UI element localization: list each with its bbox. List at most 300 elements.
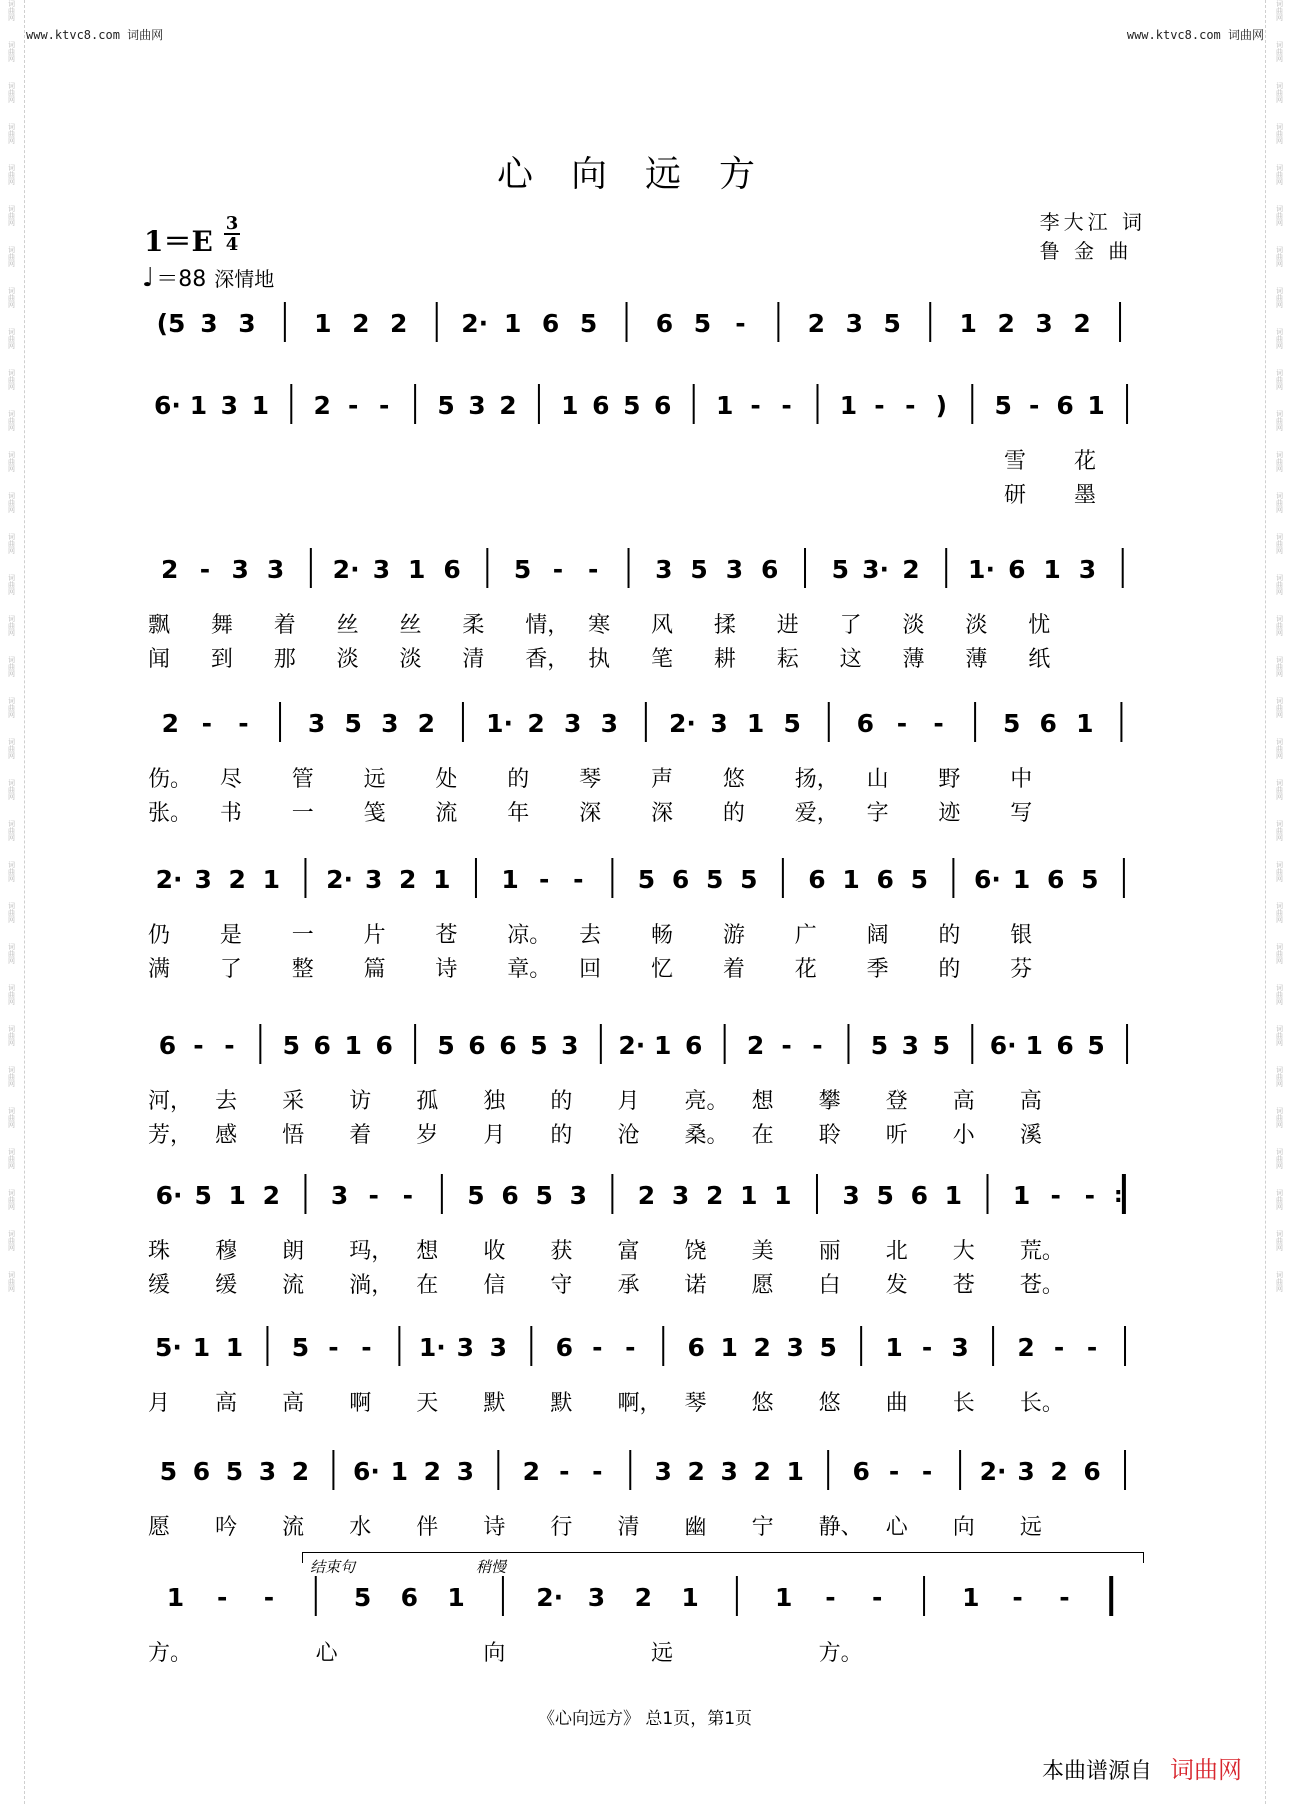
note-symbol: 3 bbox=[330, 1181, 349, 1210]
note-symbol: 1 bbox=[314, 309, 332, 338]
note-symbol: 3· bbox=[862, 555, 890, 584]
lyric-syllable: 仍 bbox=[148, 923, 171, 948]
note-symbol: 2 bbox=[997, 309, 1015, 338]
lyric-syllable: 想 bbox=[751, 1089, 774, 1114]
note-symbol: 5 bbox=[225, 1457, 244, 1486]
note-symbol: - bbox=[538, 865, 550, 894]
note-symbol: 1 bbox=[251, 391, 270, 420]
note-symbol: 3 bbox=[600, 709, 618, 738]
note-symbol: 3 bbox=[468, 391, 486, 420]
side-watermark-text: 词曲网 bbox=[7, 0, 16, 21]
lyric-syllable: 畅 bbox=[651, 923, 674, 948]
note-symbol: 3 bbox=[238, 309, 256, 338]
note-symbol: - bbox=[1053, 1333, 1065, 1362]
note-symbol: - bbox=[874, 391, 885, 420]
note-symbol: 5 bbox=[623, 391, 641, 420]
lyric-syllable: 广 bbox=[794, 923, 817, 948]
side-watermark-text: 词曲网 bbox=[7, 779, 16, 800]
side-watermark-text: 词曲网 bbox=[1275, 820, 1284, 841]
lyric-syllable: 满 bbox=[148, 957, 171, 982]
side-watermark-text: 词曲网 bbox=[1275, 697, 1284, 718]
ending-bracket bbox=[302, 1552, 1144, 1563]
note-symbol: 1 bbox=[740, 1181, 758, 1210]
note-symbol: 6 bbox=[684, 1031, 703, 1060]
note-symbol: - bbox=[921, 1457, 933, 1486]
note-symbol: - bbox=[1086, 1333, 1098, 1362]
note-symbol: 5 bbox=[740, 865, 758, 894]
side-watermark-text: 词曲网 bbox=[7, 123, 16, 144]
lyric-syllable: 笔 bbox=[651, 647, 674, 672]
note-symbol: 6 bbox=[375, 1031, 393, 1060]
note-symbol: 5 bbox=[819, 1333, 837, 1362]
note-symbol: - bbox=[872, 1583, 883, 1612]
note-symbol: 6· bbox=[155, 1181, 183, 1210]
lyric-syllable: 富 bbox=[617, 1239, 640, 1264]
lyric-syllable: 在 bbox=[751, 1123, 774, 1148]
ending-label: 结束句 bbox=[310, 1558, 356, 1576]
note-symbol: 1 bbox=[1012, 865, 1031, 894]
lyric-syllable: 薄 bbox=[902, 647, 925, 672]
left-dashed-border bbox=[24, 0, 25, 1804]
note-symbol: - bbox=[573, 865, 584, 894]
lyric-syllable: 听 bbox=[885, 1123, 908, 1148]
note-symbol: 6 bbox=[671, 865, 690, 894]
lyric-syllable: 的 bbox=[938, 957, 961, 982]
side-watermark-text: 词曲网 bbox=[1275, 1230, 1284, 1251]
note-symbol: 5 bbox=[932, 1031, 951, 1060]
note-symbol: 3 bbox=[561, 1031, 579, 1060]
lyric-syllable: 流 bbox=[282, 1515, 305, 1540]
note-symbol: 2 bbox=[753, 1333, 771, 1362]
side-watermark-text: 词曲网 bbox=[1275, 205, 1284, 226]
note-symbol: - bbox=[378, 391, 390, 420]
note-symbol: - bbox=[905, 391, 916, 420]
note-symbol: 6 bbox=[443, 555, 461, 584]
lyric-syllable: 情， bbox=[525, 613, 570, 638]
staff-row bbox=[144, 856, 1150, 906]
note-symbol: - bbox=[328, 1333, 339, 1362]
lyric-syllable: 深 bbox=[579, 801, 602, 826]
lyric-syllable: 清 bbox=[617, 1515, 640, 1540]
side-watermark-text: 词曲网 bbox=[1275, 164, 1284, 185]
lyric-syllable: 愿 bbox=[751, 1273, 774, 1298]
lyric-syllable: 承 bbox=[617, 1273, 640, 1298]
lyric-syllable: 河， bbox=[148, 1089, 193, 1114]
lyric-line bbox=[144, 918, 1150, 948]
staff-row-svg bbox=[144, 382, 1150, 432]
note-symbol: 6 bbox=[1039, 709, 1057, 738]
lyric-syllable: 方。 bbox=[818, 1641, 863, 1666]
note-symbol: 2 bbox=[1050, 1457, 1068, 1486]
note-symbol: - bbox=[592, 1457, 603, 1486]
lyric-syllable: 朗 bbox=[282, 1239, 305, 1264]
side-watermark-text: 词曲网 bbox=[7, 82, 16, 103]
note-symbol: 1 bbox=[447, 1583, 465, 1612]
song-title: 心向远方 bbox=[496, 154, 793, 195]
lyric-syllable: 珠 bbox=[148, 1239, 171, 1264]
side-watermark-text: 词曲网 bbox=[7, 369, 16, 390]
side-watermark-text: 词曲网 bbox=[1275, 451, 1284, 472]
staff-row-svg bbox=[144, 1324, 1150, 1374]
lyric-syllable: 月 bbox=[148, 1391, 171, 1416]
lyric-syllable: 默 bbox=[483, 1391, 506, 1416]
note-symbol: 6 bbox=[655, 309, 674, 338]
side-watermark-text: 词曲网 bbox=[1275, 943, 1284, 964]
note-symbol: 1 bbox=[501, 865, 519, 894]
staff-row bbox=[144, 546, 1150, 596]
note-symbol: 2 bbox=[527, 709, 545, 738]
note-symbol: 6 bbox=[856, 709, 875, 738]
staff-row bbox=[144, 700, 1150, 750]
side-watermark-text: 词曲网 bbox=[1275, 246, 1284, 267]
key-signature: 1＝E bbox=[144, 225, 213, 258]
note-symbol: - bbox=[1050, 1181, 1061, 1210]
lyric-syllable: 处 bbox=[435, 767, 458, 792]
note-symbol: 3 bbox=[671, 1181, 690, 1210]
lyric-syllable: 尽 bbox=[219, 767, 242, 792]
note-symbol: - bbox=[199, 555, 211, 584]
lyric-syllable: 苍。 bbox=[1019, 1273, 1064, 1298]
note-symbol: - bbox=[588, 555, 599, 584]
side-watermark-text: 词曲网 bbox=[1275, 123, 1284, 144]
note-symbol: - bbox=[1084, 1181, 1095, 1210]
note-symbol: 5 bbox=[159, 1457, 178, 1486]
note-symbol: 1 bbox=[962, 1583, 980, 1612]
tempo-marking bbox=[142, 262, 274, 293]
lyric-syllable: 的 bbox=[722, 801, 745, 826]
lyric-syllable: 那 bbox=[273, 647, 296, 672]
side-watermark-text: 词曲网 bbox=[7, 697, 16, 718]
slower-label: 稍慢 bbox=[476, 1558, 507, 1576]
note-symbol: 1 bbox=[503, 309, 522, 338]
lyric-syllable: 曲 bbox=[885, 1391, 908, 1416]
note-symbol: 5 bbox=[1087, 1031, 1105, 1060]
note-symbol: - bbox=[559, 1457, 570, 1486]
lyric-syllable: 丽 bbox=[818, 1239, 841, 1264]
lyric-syllable: 忆 bbox=[651, 957, 674, 982]
note-symbol: 2 bbox=[161, 709, 179, 738]
note-symbol: 1 bbox=[1076, 709, 1094, 738]
note-symbol: 3 bbox=[307, 709, 326, 738]
lyric-syllable: 淡 bbox=[336, 647, 359, 672]
note-symbol: 3 bbox=[200, 309, 218, 338]
note-symbol: 6 bbox=[158, 1031, 177, 1060]
lyric-syllable: 纸 bbox=[1028, 647, 1051, 672]
lyric-line bbox=[144, 642, 1150, 672]
time-signature bbox=[224, 214, 240, 254]
staff-row bbox=[144, 382, 1150, 432]
note-symbol: 2· bbox=[668, 709, 696, 738]
side-watermark-text: 词曲网 bbox=[7, 328, 16, 349]
expression-mark: 深情地 bbox=[214, 267, 275, 291]
note-symbol: 2 bbox=[423, 1457, 442, 1486]
lyric-syllable: 独 bbox=[483, 1089, 506, 1114]
lyric-syllable: 中 bbox=[1010, 767, 1033, 792]
note-symbol: 5 bbox=[883, 309, 901, 338]
lyric-syllable: 心 bbox=[315, 1641, 338, 1666]
lyric-syllable: 张。 bbox=[148, 801, 193, 826]
side-watermark-text: 词曲网 bbox=[7, 574, 16, 595]
side-watermark-text: 词曲网 bbox=[1275, 1148, 1284, 1169]
note-symbol: 6· bbox=[352, 1457, 380, 1486]
lyric-syllable: 忧 bbox=[1028, 613, 1051, 638]
note-symbol: 2 bbox=[637, 1181, 656, 1210]
note-symbol: 3 bbox=[231, 555, 249, 584]
lyric-line bbox=[144, 952, 1150, 982]
note-symbol: - bbox=[592, 1333, 603, 1362]
side-watermark-text: 词曲网 bbox=[1275, 82, 1284, 103]
staff-row bbox=[144, 1574, 1150, 1624]
note-symbol: 2· bbox=[618, 1031, 646, 1060]
note-symbol: 1· bbox=[968, 555, 995, 584]
lyric-syllable: 伴 bbox=[416, 1515, 439, 1540]
lyric-syllable: 苍 bbox=[435, 923, 458, 948]
note-symbol: (5 bbox=[156, 309, 186, 338]
note-symbol: 5 bbox=[530, 1031, 548, 1060]
lyric-syllable: 的 bbox=[507, 767, 530, 792]
lyric-syllable: 愿 bbox=[148, 1515, 171, 1540]
lyric-syllable: 守 bbox=[550, 1273, 573, 1298]
note-symbol: - bbox=[216, 1583, 228, 1612]
note-symbol: 2 bbox=[705, 1181, 724, 1210]
note-symbol: - bbox=[201, 709, 213, 738]
side-watermark-text: 词曲网 bbox=[1275, 1066, 1284, 1087]
note-symbol: 3 bbox=[258, 1457, 277, 1486]
note-symbol: - bbox=[933, 709, 944, 738]
staff-row-svg bbox=[144, 1448, 1150, 1498]
lyric-syllable: 去 bbox=[579, 923, 602, 948]
note-symbol: 3 bbox=[456, 1457, 475, 1486]
lyric-syllable: 着 bbox=[722, 957, 745, 982]
note-symbol: 6 bbox=[555, 1333, 573, 1362]
note-symbol: 6 bbox=[592, 391, 610, 420]
lyric-syllable: 丝 bbox=[399, 613, 422, 638]
note-symbol: 2 bbox=[807, 309, 826, 338]
lyric-syllable: 访 bbox=[349, 1089, 372, 1114]
side-watermark-text: 词曲网 bbox=[1275, 615, 1284, 636]
side-watermark-text: 词曲网 bbox=[1275, 287, 1284, 308]
note-symbol: 3 bbox=[456, 1333, 475, 1362]
note-symbol: - bbox=[348, 391, 359, 420]
note-symbol: 5 bbox=[513, 555, 532, 584]
lyricist-credit: 李大江 词 bbox=[1039, 210, 1146, 234]
note-symbol: 1· bbox=[418, 1333, 446, 1362]
lyric-syllable: 写 bbox=[1010, 801, 1033, 826]
lyric-syllable: 着 bbox=[273, 613, 296, 638]
staff-row-svg bbox=[144, 546, 1150, 596]
note-symbol: 1 bbox=[1025, 1031, 1043, 1060]
lyric-syllable: 天 bbox=[416, 1391, 439, 1416]
lyric-syllable: 回 bbox=[579, 957, 602, 982]
note-symbol: 1 bbox=[228, 1181, 246, 1210]
note-symbol: 3 bbox=[1017, 1457, 1035, 1486]
note-symbol: 1 bbox=[842, 865, 860, 894]
lyric-line bbox=[144, 1118, 1150, 1148]
note-symbol: 6 bbox=[400, 1583, 419, 1612]
lyric-syllable: 幽 bbox=[684, 1515, 707, 1540]
note-symbol: - bbox=[750, 391, 761, 420]
lyric-syllable: 伤。 bbox=[148, 767, 193, 792]
side-watermark-text: 词曲网 bbox=[1275, 1189, 1284, 1210]
note-symbol: 1 bbox=[408, 555, 426, 584]
note-symbol: 6 bbox=[1046, 865, 1065, 894]
note-symbol: 3 bbox=[381, 709, 399, 738]
lyric-syllable: 飘 bbox=[148, 613, 171, 638]
side-watermark-text: 词曲网 bbox=[1275, 738, 1284, 759]
note-symbol: 5 bbox=[693, 309, 712, 338]
side-watermark-text: 词曲网 bbox=[7, 1107, 16, 1128]
time-signature-top: 3 bbox=[225, 213, 239, 234]
note-symbol: 2 bbox=[1073, 309, 1091, 338]
lyric-syllable: 诺 bbox=[684, 1273, 707, 1298]
lyric-syllable: 聆 bbox=[818, 1123, 841, 1148]
lyric-syllable: 了 bbox=[219, 957, 242, 982]
lyric-syllable: 默 bbox=[550, 1391, 573, 1416]
note-symbol: 5 bbox=[194, 1181, 212, 1210]
note-symbol: 1 bbox=[166, 1583, 185, 1612]
lyric-syllable: 玛， bbox=[349, 1239, 394, 1264]
source-credit bbox=[1042, 1750, 1242, 1785]
side-watermark-text: 词曲网 bbox=[1275, 328, 1284, 349]
lyric-syllable: 薄 bbox=[965, 647, 988, 672]
lyric-syllable: 北 bbox=[885, 1239, 908, 1264]
lyric-syllable: 了 bbox=[839, 613, 862, 638]
side-watermark-text: 词曲网 bbox=[1275, 1271, 1284, 1292]
lyric-syllable: 雪 bbox=[1004, 449, 1027, 474]
note-symbol: 3 bbox=[489, 1333, 508, 1362]
lyric-syllable: 高 bbox=[282, 1391, 305, 1416]
lyric-syllable: 寒 bbox=[588, 613, 611, 638]
lyric-syllable: 笺 bbox=[363, 801, 386, 826]
note-symbol: 2 bbox=[262, 1181, 281, 1210]
source-brand-link[interactable]: 词曲网 bbox=[1170, 1756, 1242, 1784]
note-symbol: 1 bbox=[344, 1031, 362, 1060]
lyric-syllable: 研 bbox=[1004, 483, 1027, 508]
lyric-syllable: 声 bbox=[651, 767, 674, 792]
lyric-syllable: 悠 bbox=[751, 1391, 774, 1416]
lyric-syllable: 淡 bbox=[965, 613, 988, 638]
lyric-syllable: 丝 bbox=[336, 613, 359, 638]
lyric-syllable: 远 bbox=[1019, 1515, 1042, 1540]
lyric-syllable: 溪 bbox=[1019, 1123, 1042, 1148]
right-watermark-strip bbox=[1268, 0, 1290, 1804]
right-dashed-border bbox=[1265, 0, 1266, 1804]
lyric-syllable: 柔 bbox=[462, 613, 485, 638]
note-symbol: 6· bbox=[154, 391, 181, 420]
side-watermark-text: 词曲网 bbox=[7, 41, 16, 62]
note-symbol: 6 bbox=[313, 1031, 331, 1060]
lyric-syllable: 方。 bbox=[148, 1641, 193, 1666]
lyric-syllable: 穆 bbox=[215, 1239, 238, 1264]
lyric-syllable: 的 bbox=[550, 1123, 573, 1148]
lyric-syllable: 荒。 bbox=[1019, 1239, 1064, 1264]
staff-row bbox=[144, 300, 1150, 350]
lyric-syllable: 淡 bbox=[399, 647, 422, 672]
note-symbol: 2· bbox=[536, 1583, 564, 1612]
note-symbol: 1 bbox=[1043, 555, 1061, 584]
staff-row bbox=[144, 1448, 1150, 1498]
note-symbol: - bbox=[1028, 391, 1040, 420]
note-symbol: 1 bbox=[681, 1583, 699, 1612]
repeat-dots: : bbox=[1113, 1183, 1123, 1208]
staff-row-svg bbox=[144, 1574, 1150, 1624]
note-symbol: 2 bbox=[634, 1583, 653, 1612]
note-symbol: 5 bbox=[535, 1181, 553, 1210]
lyric-syllable: 闻 bbox=[148, 647, 171, 672]
note-symbol: 3 bbox=[266, 555, 285, 584]
note-symbol: 5 bbox=[467, 1181, 485, 1210]
note-symbol: 1· bbox=[486, 709, 513, 738]
lyric-syllable: 季 bbox=[866, 957, 889, 982]
lyric-syllable: 沧 bbox=[617, 1123, 640, 1148]
side-watermark-text: 词曲网 bbox=[7, 246, 16, 267]
note-symbol: 2 bbox=[228, 865, 246, 894]
lyric-syllable: 高 bbox=[952, 1089, 975, 1114]
note-symbol: - bbox=[921, 1333, 933, 1362]
note-symbol: - bbox=[825, 1583, 836, 1612]
note-symbol: 1 bbox=[720, 1333, 738, 1362]
note-symbol: - bbox=[402, 1181, 413, 1210]
lyric-syllable: 孤 bbox=[416, 1089, 439, 1114]
side-watermark-text: 词曲网 bbox=[1275, 656, 1284, 677]
note-symbol: - bbox=[625, 1333, 636, 1362]
lyric-syllable: 是 bbox=[219, 923, 242, 948]
note-symbol: - bbox=[193, 1031, 204, 1060]
lyric-syllable: 管 bbox=[291, 767, 314, 792]
lyric-line bbox=[144, 1268, 1150, 1298]
site-watermark-left[interactable]: www.ktvc8.com 词曲网 bbox=[26, 28, 164, 42]
lyric-syllable: 白 bbox=[818, 1273, 841, 1298]
lyric-syllable: 桑。 bbox=[684, 1123, 729, 1148]
lyric-syllable: 执 bbox=[588, 647, 611, 672]
lyric-syllable: 诗 bbox=[435, 957, 458, 982]
note-symbol: 3 bbox=[220, 391, 239, 420]
note-symbol: 2 bbox=[352, 309, 370, 338]
note-symbol: 1 bbox=[746, 709, 765, 738]
note-symbol: - bbox=[781, 1031, 792, 1060]
note-symbol: 1 bbox=[839, 391, 858, 420]
note-symbol: 6 bbox=[876, 865, 894, 894]
note-symbol: 1 bbox=[192, 1333, 211, 1362]
lyric-syllable: 去 bbox=[215, 1089, 238, 1114]
note-symbol: - bbox=[552, 555, 564, 584]
lyric-syllable: 行 bbox=[550, 1515, 573, 1540]
lyric-syllable: 野 bbox=[938, 767, 961, 792]
lyric-syllable: 亮。 bbox=[684, 1089, 729, 1114]
lyric-syllable: 美 bbox=[751, 1239, 774, 1264]
lyric-syllable: 流 bbox=[435, 801, 458, 826]
lyric-syllable: 整 bbox=[291, 957, 314, 982]
lyric-syllable: 花 bbox=[794, 957, 817, 982]
side-watermark-text: 词曲网 bbox=[1275, 410, 1284, 431]
note-symbol: 5 bbox=[783, 709, 801, 738]
lyric-syllable: 扬， bbox=[794, 767, 839, 792]
lyric-line bbox=[144, 444, 1150, 474]
note-symbol: 5 bbox=[282, 1031, 300, 1060]
lyric-syllable: 缓 bbox=[215, 1273, 238, 1298]
lyric-syllable: 缓 bbox=[148, 1273, 171, 1298]
note-symbol: 5 bbox=[870, 1031, 889, 1060]
note-symbol: 3 bbox=[587, 1583, 606, 1612]
note-symbol: 2 bbox=[1017, 1333, 1035, 1362]
note-symbol: 6· bbox=[974, 865, 1001, 894]
note-symbol: - bbox=[224, 1031, 235, 1060]
note-symbol: 1 bbox=[944, 1181, 963, 1210]
side-watermark-text: 词曲网 bbox=[7, 492, 16, 513]
site-watermark-right[interactable]: www.ktvc8.com 词曲网 bbox=[1126, 28, 1264, 42]
note-symbol: 6 bbox=[761, 555, 779, 584]
lyric-line bbox=[144, 1234, 1150, 1264]
